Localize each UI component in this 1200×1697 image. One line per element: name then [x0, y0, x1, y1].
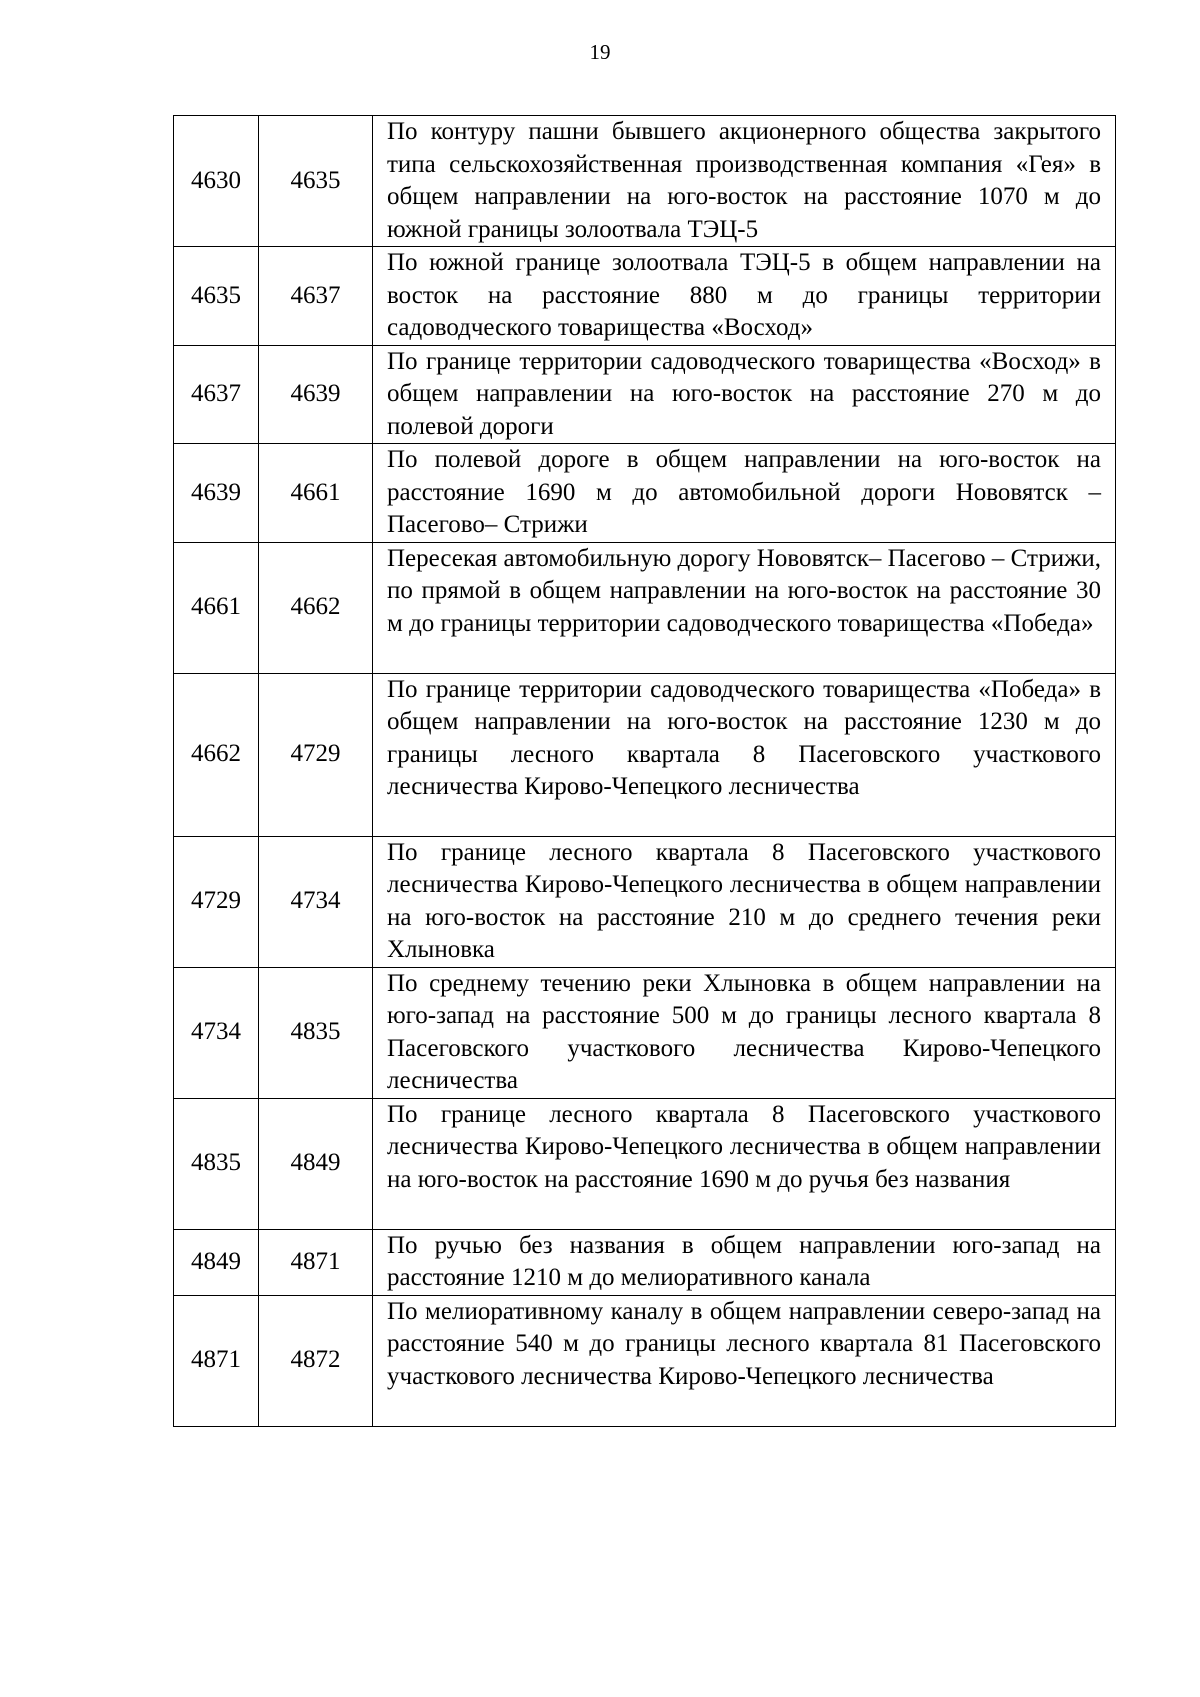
boundary-description: По среднему течению реки Хлыновка в общем направлении на юго-запад на расстояние 500 м до границы лесного квартала 8 Пасеговского участкового лесничества Кирово-Чепецкого лесничества	[373, 967, 1116, 1098]
to-point: 4729	[259, 673, 373, 836]
from-point: 4637	[174, 345, 259, 444]
to-point: 4849	[259, 1098, 373, 1229]
boundary-description: По контуру пашни бывшего акционерного общества закрытого типа сельскохозяйственная производственная компания «Гея» в общем направлении на юго-восток на расстояние 1070 м до южной границы золоотвала ТЭЦ-5	[373, 116, 1116, 247]
boundary-description: По ручью без названия в общем направлении юго-запад на расстояние 1210 м до мелиоративного канала	[373, 1229, 1116, 1295]
to-point: 4661	[259, 444, 373, 543]
boundary-description: По границе лесного квартала 8 Пасеговского участкового лесничества Кирово-Чепецкого лесничества в общем направлении на юго-восток на расстояние 210 м до среднего течения реки Хлыновка	[373, 836, 1116, 967]
to-point: 4872	[259, 1295, 373, 1426]
to-point: 4734	[259, 836, 373, 967]
to-point: 4635	[259, 116, 373, 247]
from-point: 4662	[174, 673, 259, 836]
to-point: 4637	[259, 247, 373, 346]
table-row	[174, 542, 1116, 673]
table-row	[174, 673, 1116, 836]
from-point: 4871	[174, 1295, 259, 1426]
table-row	[174, 444, 1116, 543]
from-point: 4835	[174, 1098, 259, 1229]
from-point: 4729	[174, 836, 259, 967]
to-point: 4871	[259, 1229, 373, 1295]
from-point: 4849	[174, 1229, 259, 1295]
from-point: 4635	[174, 247, 259, 346]
to-point: 4662	[259, 542, 373, 673]
from-point: 4734	[174, 967, 259, 1098]
to-point: 4835	[259, 967, 373, 1098]
table-row	[174, 1229, 1116, 1295]
boundary-description: По границе лесного квартала 8 Пасеговского участкового лесничества Кирово-Чепецкого лесничества в общем направлении на юго-восток на расстояние 1690 м до ручья без названия	[373, 1098, 1116, 1229]
boundary-description: По мелиоративному каналу в общем направлении северо-запад на расстояние 540 м до границы лесного квартала 81 Пасеговского участкового лесничества Кирово-Чепецкого лесничества	[373, 1295, 1116, 1426]
boundary-description: По южной границе золоотвала ТЭЦ-5 в общем направлении на восток на расстояние 880 м до границы территории садоводческого товарищества «Восход»	[373, 247, 1116, 346]
boundary-description: По границе территории садоводческого товарищества «Победа» в общем направлении на юго-восток на расстояние 1230 м до границы лесного квартала 8 Пасеговского участкового лесничества Кирово-Чепецкого лесничества	[373, 673, 1116, 836]
boundary-description: По полевой дороге в общем направлении на юго-восток на расстояние 1690 м до автомобильной дороги Нововятск – Пасегово– Стрижи	[373, 444, 1116, 543]
table-row	[174, 247, 1116, 346]
table-row	[174, 967, 1116, 1098]
boundary-description: Пересекая автомобильную дорогу Нововятск– Пасегово – Стрижи, по прямой в общем направлении на юго-восток на расстояние 30 м до границы территории садоводческого товарищества «Победа»	[373, 542, 1116, 673]
table-row	[174, 345, 1116, 444]
boundary-description: По границе территории садоводческого товарищества «Восход» в общем направлении на юго-восток на расстояние 270 м до полевой дороги	[373, 345, 1116, 444]
to-point: 4639	[259, 345, 373, 444]
from-point: 4639	[174, 444, 259, 543]
table-row	[174, 1098, 1116, 1229]
table-row	[174, 116, 1116, 247]
from-point: 4630	[174, 116, 259, 247]
table-row	[174, 1295, 1116, 1426]
from-point: 4661	[174, 542, 259, 673]
boundary-table	[173, 115, 1116, 1427]
page-number: 19	[589, 40, 611, 64]
table-row	[174, 836, 1116, 967]
